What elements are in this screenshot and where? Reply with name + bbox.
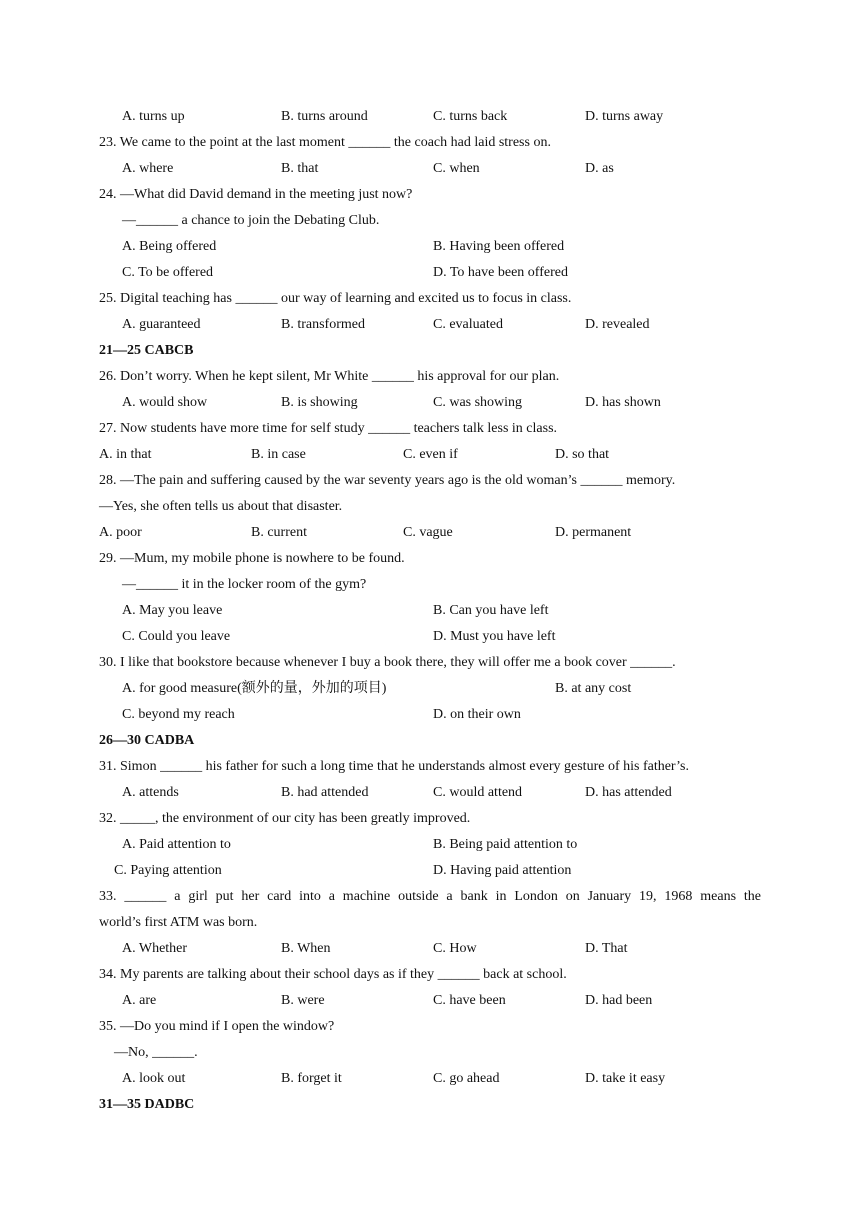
option-c: C. would attend <box>433 785 523 800</box>
answer-key: 21—25 CABCB <box>99 343 194 358</box>
option-d: D. as <box>585 161 614 176</box>
question-stem: 34. My parents are talking about their school days as if they ______ back at school. <box>99 967 567 982</box>
question-stem: 30. I like that bookstore because whenever I buy a book there, they will offer me a book cover ______. <box>99 655 676 670</box>
option-b: B. were <box>281 993 325 1008</box>
option-a: A. turns up <box>122 109 185 124</box>
option-c: C. To be offered <box>122 265 214 280</box>
option-c: C. vague <box>403 525 453 540</box>
option-b: B. current <box>251 525 307 540</box>
option-a: A. where <box>122 161 174 176</box>
answer-key: 26—30 CADBA <box>99 733 195 748</box>
option-b: B. in case <box>251 447 306 462</box>
question-stem: 26. Don’t worry. When he kept silent, Mr White ______ his approval for our plan. <box>99 369 560 384</box>
option-a: A. look out <box>122 1071 186 1086</box>
option-b: B. is showing <box>281 395 358 410</box>
option-c: C. beyond my reach <box>122 707 235 722</box>
answer-key: 31—35 DADBC <box>99 1097 195 1112</box>
option-c: C. Could you leave <box>122 629 231 644</box>
dialogue-reply: —No, ______. <box>114 1045 198 1060</box>
option-a: A. are <box>122 993 157 1008</box>
question-stem: 25. Digital teaching has ______ our way of learning and excited us to focus in class. <box>99 291 572 306</box>
option-b: B. that <box>281 161 319 176</box>
option-d: D. had been <box>585 993 653 1008</box>
option-a: A. in that <box>99 447 152 462</box>
question-stem: 29. —Mum, my mobile phone is nowhere to be found. <box>99 551 405 566</box>
option-b: B. forget it <box>281 1071 342 1086</box>
option-d: D. has attended <box>585 785 672 800</box>
option-d: D. revealed <box>585 317 650 332</box>
option-d: D. permanent <box>555 525 632 540</box>
option-a: A. Paid attention to <box>122 837 231 852</box>
option-b: B. turns around <box>281 109 368 124</box>
question-stem: 24. —What did David demand in the meeting just now? <box>99 187 413 202</box>
option-a: A. for good measure(额外的量，外加的项目) <box>122 681 387 696</box>
option-b: B. Being paid attention to <box>433 837 578 852</box>
option-c: C. go ahead <box>433 1071 500 1086</box>
option-d: D. Must you have left <box>433 629 556 644</box>
option-b: B. transformed <box>281 317 365 332</box>
option-d: D. so that <box>555 447 610 462</box>
dialogue-reply: —Yes, she often tells us about that disaster. <box>99 499 343 514</box>
question-stem: 32. _____, the environment of our city has been greatly improved. <box>99 811 471 826</box>
option-d: D. Having paid attention <box>433 863 572 878</box>
option-d: D. That <box>585 941 628 956</box>
option-c: C. evaluated <box>433 317 503 332</box>
option-a: A. would show <box>122 395 208 410</box>
option-c: C. have been <box>433 993 506 1008</box>
option-a: A. attends <box>122 785 179 800</box>
option-d: D. has shown <box>585 395 661 410</box>
option-a: A. Whether <box>122 941 188 956</box>
option-c: C. was showing <box>433 395 523 410</box>
option-a: A. poor <box>99 525 142 540</box>
option-c: C. How <box>433 941 477 956</box>
option-d: D. take it easy <box>585 1071 666 1086</box>
option-c: C. Paying attention <box>114 863 222 878</box>
option-b: B. Having been offered <box>433 239 565 254</box>
option-b: B. had attended <box>281 785 369 800</box>
question-stem: 27. Now students have more time for self study ______ teachers talk less in class. <box>99 421 558 436</box>
question-stem: 35. —Do you mind if I open the window? <box>99 1019 335 1034</box>
question-stem: 33. ______ a girl put her card into a machine outside a bank in London on January 19, 1968 means the <box>99 889 761 904</box>
question-stem: 23. We came to the point at the last moment ______ the coach had laid stress on. <box>99 135 551 150</box>
option-d: D. turns away <box>585 109 664 124</box>
question-stem: 31. Simon ______ his father for such a long time that he understands almost every gesture of his father’s. <box>99 759 689 774</box>
dialogue-reply: —______ a chance to join the Debating Club. <box>122 213 380 228</box>
option-c: C. when <box>433 161 480 176</box>
option-c: C. turns back <box>433 109 508 124</box>
option-d: D. To have been offered <box>433 265 568 280</box>
option-b: B. Can you have left <box>433 603 549 618</box>
question-stem: 28. —The pain and suffering caused by the war seventy years ago is the old woman’s ______ memory. <box>99 473 676 488</box>
option-a: A. May you leave <box>122 603 223 618</box>
question-stem-continued: world’s first ATM was born. <box>99 915 258 930</box>
option-b: B. at any cost <box>555 681 632 696</box>
option-b: B. When <box>281 941 331 956</box>
option-a: A. guaranteed <box>122 317 201 332</box>
option-c: C. even if <box>403 447 458 462</box>
option-a: A. Being offered <box>122 239 217 254</box>
option-d: D. on their own <box>433 707 521 722</box>
dialogue-reply: —______ it in the locker room of the gym? <box>122 577 367 592</box>
